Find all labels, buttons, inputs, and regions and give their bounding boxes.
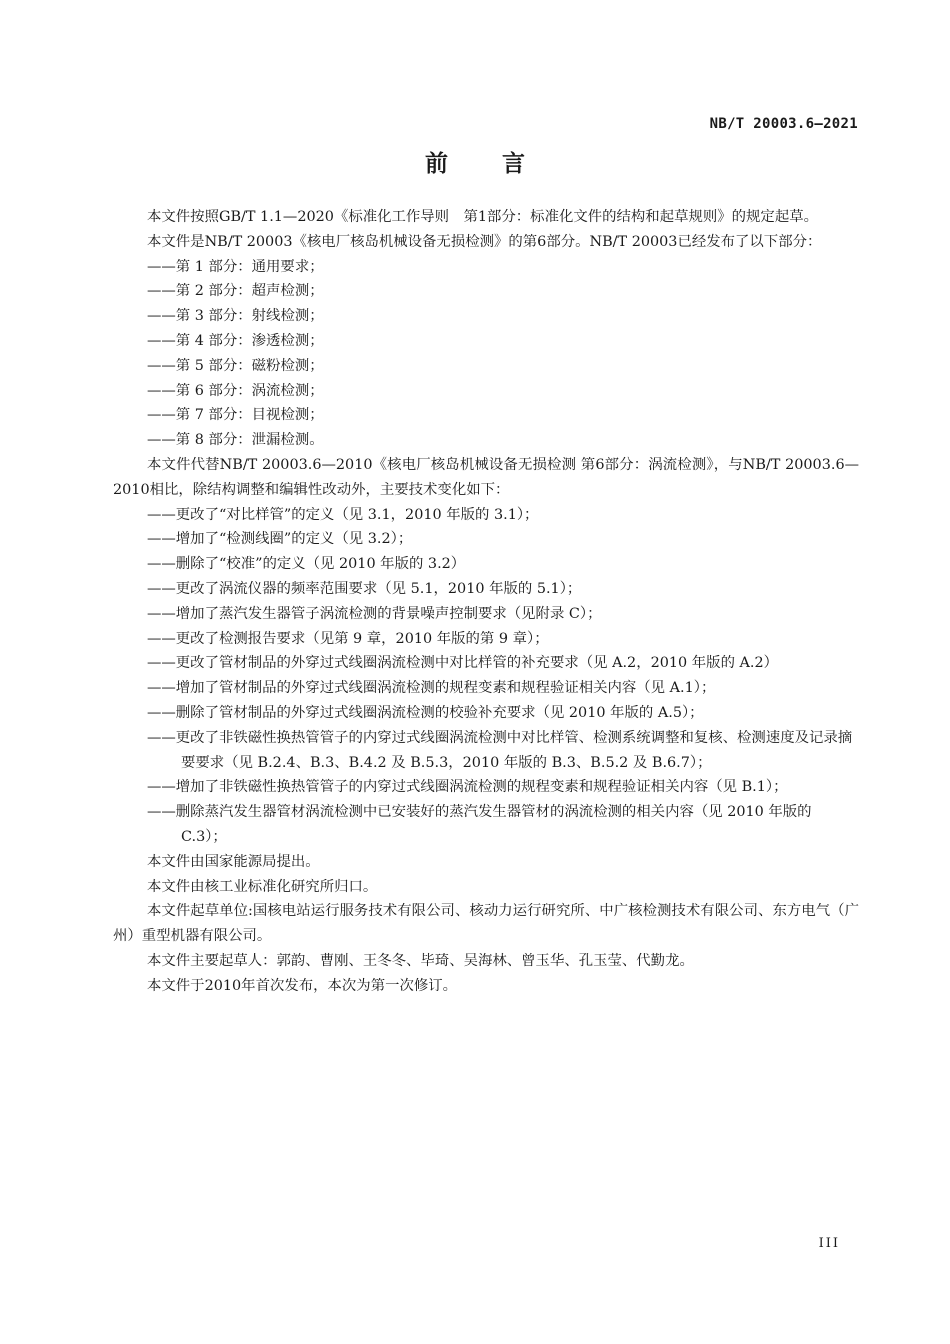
part-list-item: ——第 4 部分：渗透检测； (147, 332, 324, 349)
change-list-item: ——增加了管材制品的外穿过式线圈涡流检测的规程变素和规程验证相关内容（见 A.1）； (147, 680, 716, 697)
page-number: III (818, 1236, 840, 1251)
closing-paragraph: 本文件起草单位:国核电站运行服务技术有限公司、核动力运行研究所、中广核检测技术有限公司、东方电气（广州）重型机器有限公司。 (113, 903, 859, 945)
change-list-item: ——增加了“检测线圈”的定义（见 3.2）； (147, 531, 413, 548)
change-list-item: ——删除了管材制品的外穿过式线圈涡流检测的校验补充要求（见 2010 年版的 A.5）； (147, 704, 704, 721)
change-list-item: ——更改了“对比样管”的定义（见 3.1，2010 年版的 3.1）； (147, 506, 539, 523)
page-title: 前言 (425, 151, 579, 177)
closing-paragraph: 本文件由核工业标准化研究所归口。 (147, 878, 378, 895)
closing-paragraph: 本文件于2010年首次发布，本次为第一次修订。 (147, 977, 458, 994)
change-list-item: ——删除蒸汽发生器管材涡流检测中已安装好的蒸汽发生器管材的涡流检测的相关内容（见 2010 年版的 C.3）； (147, 804, 812, 845)
part-list-item: ——第 6 部分：涡流检测； (147, 382, 324, 399)
change-list-item: ——更改了涡流仪器的频率范围要求（见 5.1，2010 年版的 5.1）； (147, 580, 582, 597)
closing-paragraph: 本文件由国家能源局提出。 (147, 853, 320, 870)
part-list-item: ——第 3 部分：射线检测； (147, 308, 324, 325)
change-list-item: ——增加了非铁磁性换热管管子的内穿过式线圈涡流检测的规程变素和规程验证相关内容（见 B.1）； (147, 779, 788, 796)
change-list-item: ——更改了管材制品的外穿过式线圈涡流检测中对比样管的补充要求（见 A.2，2010 年版的 A.2） (147, 655, 779, 672)
part-list-item: ——第 1 部分：通用要求； (147, 258, 324, 275)
change-list-item: ——增加了蒸汽发生器管子涡流检测的背景噪声控制要求（见附录 C）； (147, 605, 602, 622)
change-list-item: ——更改了检测报告要求（见第 9 章，2010 年版的第 9 章）； (147, 630, 549, 647)
replace-statement: 本文件代替NB/T 20003.6—2010《核电厂核岛机械设备无损检测 第6部分：涡流检测》，与NB/T 20003.6—2010相比，除结构调整和编辑性改动外，主要技术变化如下： (113, 456, 859, 498)
part-list-item: ——第 2 部分：超声检测； (147, 283, 324, 300)
standard-number: NB/T 20003.6—2021 (709, 116, 858, 132)
intro-paragraph: 本文件按照GB/T 1.1—2020《标准化工作导则 第1部分：标准化文件的结构和起草规则》的规定起草。 (147, 209, 818, 225)
closing-paragraph: 本文件主要起草人：郭韵、曹刚、王冬冬、毕琦、吴海林、曾玉华、孔玉莹、代勤龙。 (147, 952, 694, 969)
part-list-item: ——第 8 部分：泄漏检测。 (147, 432, 324, 449)
part-list-item: ——第 5 部分：磁粉检测； (147, 357, 324, 374)
part-list-item: ——第 7 部分：目视检测； (147, 407, 324, 424)
change-list-item: ——删除了“校准”的定义（见 2010 年版的 3.2） (147, 556, 466, 573)
document-body (113, 205, 859, 999)
change-list-item: ——更改了非铁磁性换热管管子的内穿过式线圈涡流检测中对比样管、检测系统调整和复核、检测速度及记录摘要要求（见 B.2.4、B.3、B.4.2 及 B.5.3，2010 年版的 B.3、B.5.2 及 B.6.7）； (147, 729, 853, 771)
intro-paragraph: 本文件是NB/T 20003《核电厂核岛机械设备无损检测》的第6部分。NB/T 20003已经发布了以下部分： (147, 233, 822, 250)
